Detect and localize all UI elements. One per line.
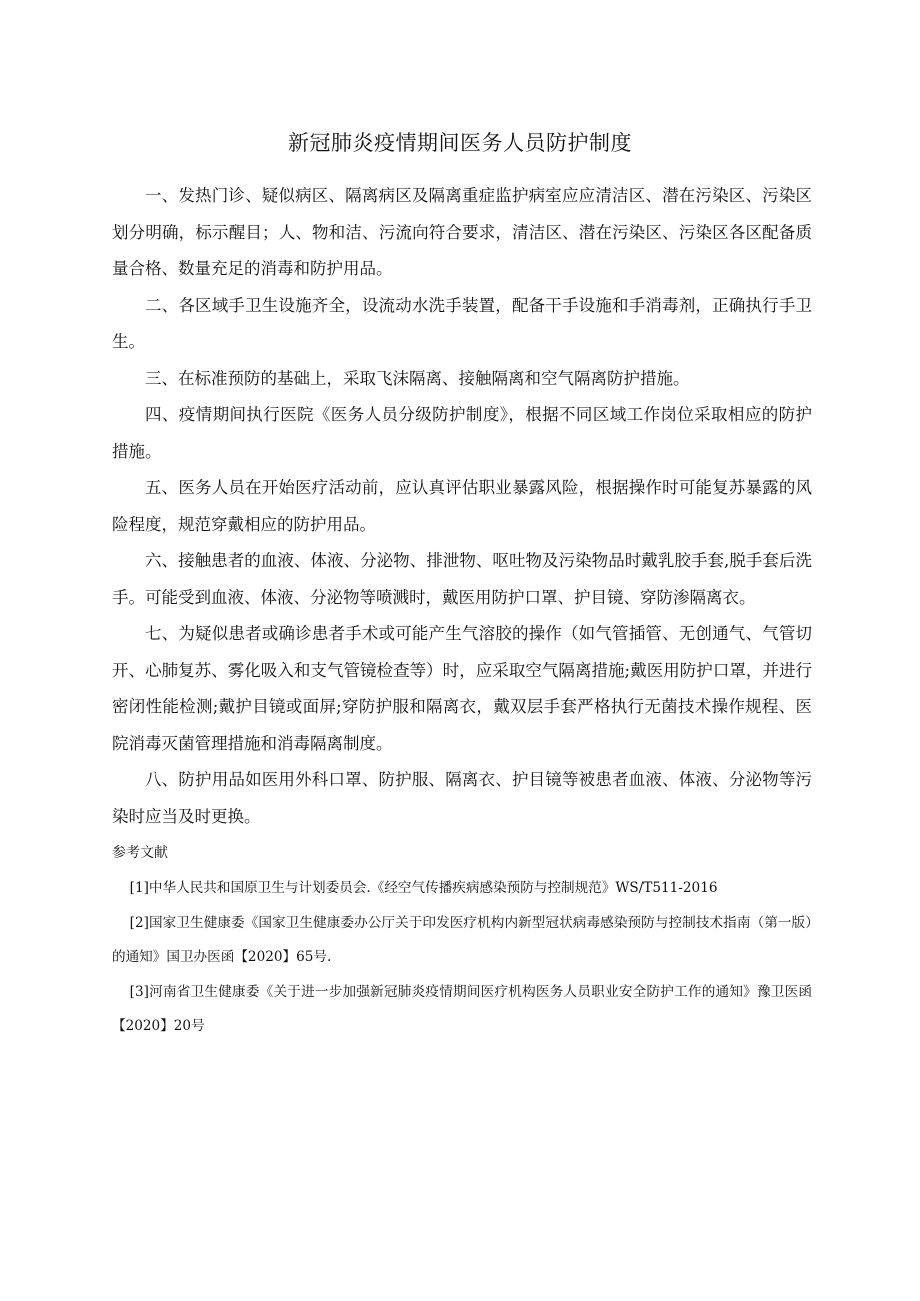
reference-item: [3]河南省卫生健康委《关于进一步加强新冠肺炎疫情期间医疗机构医务人员职业安全防护工作的通知》豫卫医函【2020】20号 [112,983,812,1034]
document-title: 新冠肺炎疫情期间医务人员防护制度 [288,131,632,155]
paragraph-3: 三、在标准预防的基础上，采取飞沫隔离、接触隔离和空气隔离防护措施。 [145,368,690,388]
reference-item: [1]中华人民共和国原卫生与计划委员会.《经空气传播疾病感染预防与控制规范》WS/T511-2016 [129,880,718,896]
paragraph-8: 八、防护用品如医用外科口罩、防护服、隔离衣、护目镜等被患者血液、体液、分泌物等污染时应当及时更换。 [112,770,812,826]
document-body [112,178,812,1044]
references-heading: 参考文献 [112,845,168,861]
reference-item: [2]国家卫生健康委《国家卫生健康委办公厅关于印发医疗机构内新型冠状病毒感染预防与控制技术指南（第一版）的通知》国卫办医函【2020】65号. [112,914,812,965]
paragraph-6: 六、接触患者的血液、体液、分泌物、排泄物、呕吐物及污染物品时戴乳胶手套,脱手套后洗手。可能受到血液、体液、分泌物等喷溅时，戴医用防护口罩、护目镜、穿防渗隔离衣。 [112,551,812,607]
paragraph-5: 五、医务人员在开始医疗活动前，应认真评估职业暴露风险，根据操作时可能复苏暴露的风险程度，规范穿戴相应的防护用品。 [112,478,812,534]
paragraph-2: 二、各区域手卫生设施齐全，设流动水洗手装置，配备干手设施和手消毒剂，正确执行手卫生。 [112,295,812,351]
paragraph-7: 七、为疑似患者或确诊患者手术或可能产生气溶胶的操作（如气管插管、无创通气、气管切开、心肺复苏、雾化吸入和支气管镜检查等）时，应采取空气隔离措施;戴医用防护口罩，并进行密闭性能检测;戴护目镜或面屏;穿防护服和隔离衣，戴双层手套严格执行无菌技术操作规程、医院消毒灭菌管理措施和消毒隔离制度。 [112,624,812,753]
paragraph-1: 一、发热门诊、疑似病区、隔离病区及隔离重症监护病室应应清洁区、潜在污染区、污染区划分明确，标示醒目；人、物和洁、污流向符合要求，清洁区、潜在污染区、污染区各区配备质量合格、数量充足的消毒和防护用品。 [112,186,812,278]
paragraph-4: 四、疫情期间执行医院《医务人员分级防护制度》，根据不同区域工作岗位采取相应的防护措施。 [112,405,812,461]
